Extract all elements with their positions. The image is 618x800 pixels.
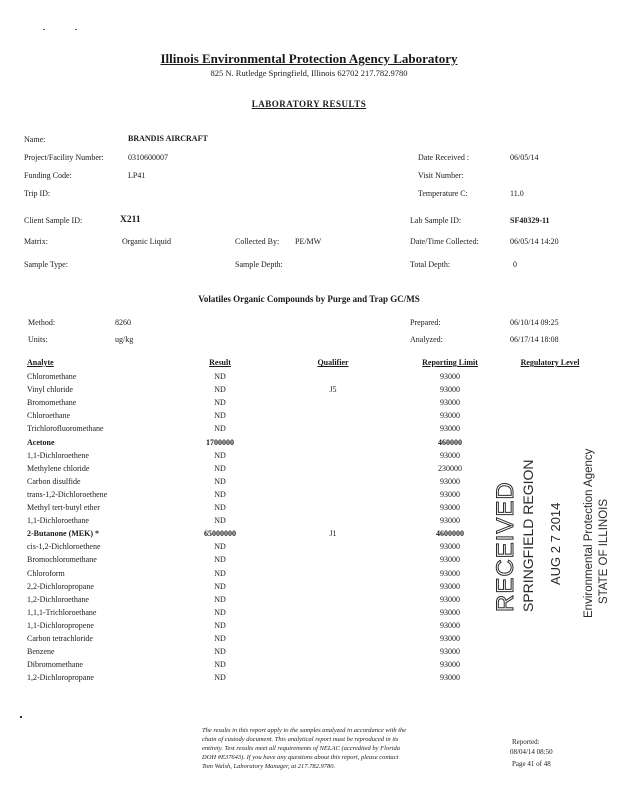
analyte-cell: Dibromomethane: [27, 660, 83, 670]
reporting-limit-cell: 93000: [440, 660, 460, 670]
reporting-limit-cell: 4600000: [436, 529, 464, 539]
reporting-limit-cell: 93000: [440, 634, 460, 643]
result-cell: ND: [214, 411, 226, 421]
table-row: [0, 673, 618, 686]
analyte-cell: Acetone: [27, 437, 55, 447]
matrix-value: Organic Liquid: [122, 237, 171, 246]
analyte-cell: Methyl tert-butyl ether: [27, 503, 100, 512]
analyte-cell: 1,1-Dichloroethene: [27, 450, 89, 460]
result-cell: ND: [214, 555, 226, 565]
footer-line-3: entirety. Test results meet all requirements of NELAC (accredited by Florida: [202, 745, 401, 752]
result-cell: ND: [214, 607, 226, 617]
col-header-analyte: Analyte: [27, 358, 54, 367]
col-header-regulatory-level: Regulatory Level: [520, 358, 580, 367]
table-row: [0, 647, 618, 660]
collected-by-value: PE/MW: [295, 237, 322, 246]
table-row: [0, 411, 618, 424]
analyte-cell: Chloromethane: [27, 372, 77, 381]
reporting-limit-cell: 93000: [440, 673, 460, 683]
analyte-cell: Methylene chloride: [27, 463, 90, 473]
funding-value: LP41: [128, 171, 146, 180]
reporting-limit-cell: 93000: [440, 476, 460, 486]
total-depth-label: Total Depth:: [410, 260, 451, 269]
reported-value: 08/04/14 08:50: [510, 748, 553, 756]
result-cell: ND: [214, 568, 226, 578]
reporting-limit-cell: 93000: [440, 594, 460, 604]
qualifier-cell: J1: [329, 529, 337, 539]
result-cell: ND: [214, 463, 226, 473]
reporting-limit-cell: 93000: [440, 411, 460, 421]
reporting-limit-cell: 93000: [440, 424, 460, 434]
reporting-limit-cell: 93000: [440, 620, 460, 630]
reporting-limit-cell: 93000: [440, 372, 460, 381]
date-received-label: Date Received :: [418, 153, 470, 162]
lab-title: Illinois Environmental Protection Agency Laboratory: [160, 51, 458, 66]
result-cell: ND: [214, 660, 226, 670]
analyte-cell: Carbon tetrachloride: [27, 634, 93, 643]
collected-by-label: Collected By:: [235, 237, 280, 246]
stamp-agency: Environmental Protection Agency: [583, 448, 595, 618]
stamp-state: STATE OF ILLINOIS: [598, 498, 610, 604]
table-row: [0, 438, 618, 451]
analyte-cell: 1,1-Dichloroethane: [27, 516, 89, 526]
table-row: [0, 424, 618, 437]
analyte-cell: Bromomethane: [27, 398, 77, 408]
col-header-qualifier: Qualifier: [317, 358, 349, 367]
reporting-limit-cell: 93000: [440, 503, 460, 512]
col-header-result: Result: [209, 358, 231, 367]
temperature-label: Temperature C:: [418, 189, 468, 198]
analyte-cell: 1,1-Dichloropropene: [27, 620, 94, 630]
analyte-cell: Carbon disulfide: [27, 476, 81, 486]
result-cell: ND: [214, 516, 226, 526]
result-cell: ND: [214, 385, 226, 395]
name-label: Name:: [24, 135, 46, 144]
reporting-limit-cell: 93000: [440, 398, 460, 408]
analyte-cell: trans-1,2-Dichloroethene: [27, 489, 108, 499]
table-row: [0, 385, 618, 398]
units-value: ug/kg: [115, 335, 134, 344]
analyte-cell: 1,2-Dichloroethane: [27, 594, 89, 604]
result-cell: 65000000: [204, 529, 236, 539]
analyte-cell: Chloroethane: [27, 411, 71, 421]
matrix-label: Matrix:: [24, 237, 48, 246]
analyzed-value: 06/17/14 18:08: [510, 335, 559, 344]
method-value: 8260: [115, 318, 131, 327]
date-collected-label: Date/Time Collected:: [410, 237, 479, 246]
table-row: [0, 372, 618, 385]
analyte-cell: 2-Butanone (MEK) *: [27, 529, 99, 539]
funding-label: Funding Code:: [24, 171, 72, 180]
client-sample-label: Client Sample ID:: [24, 216, 83, 225]
project-label: Project/Facility Number:: [24, 153, 104, 162]
scan-mark: [75, 29, 77, 30]
sample-type-label: Sample Type:: [24, 260, 68, 269]
reporting-limit-cell: 93000: [440, 647, 460, 657]
stamp-received: RECEIVED: [492, 481, 519, 612]
result-cell: ND: [214, 647, 226, 657]
reporting-limit-cell: 93000: [440, 581, 460, 591]
reporting-limit-cell: 93000: [440, 568, 460, 578]
scan-mark: [43, 29, 45, 30]
reporting-limit-cell: 93000: [440, 489, 460, 499]
section-title: Volatiles Organic Compounds by Purge and Trap GC/MS: [198, 294, 420, 304]
visit-label: Visit Number:: [418, 171, 464, 180]
result-cell: ND: [214, 398, 226, 408]
result-cell: ND: [214, 673, 226, 683]
lab-sample-label: Lab Sample ID:: [410, 216, 462, 225]
analyte-cell: Vinyl chloride: [27, 385, 73, 395]
stamp-date: AUG 2 7 2014: [548, 502, 563, 585]
footer-line-2: chain of custody document. This analytical report must be reproduced in its: [202, 736, 399, 743]
analyte-cell: Trichlorofluoromethane: [27, 424, 104, 434]
table-row: [0, 621, 618, 634]
result-cell: ND: [214, 450, 226, 460]
table-row: [0, 398, 618, 411]
reporting-limit-cell: 93000: [440, 607, 460, 617]
lab-address: 825 N. Rutledge Springfield, Illinois 62702 217.782.9780: [210, 68, 408, 78]
sample-depth-label: Sample Depth:: [235, 260, 283, 269]
result-cell: ND: [214, 594, 226, 604]
result-cell: ND: [214, 581, 226, 591]
project-value: 0310600007: [128, 153, 168, 162]
trip-label: Trip ID:: [24, 189, 51, 198]
stamp-region: SPRINGFIELD REGION: [520, 459, 536, 612]
result-cell: ND: [214, 634, 226, 643]
date-received-value: 06/05/14: [510, 153, 539, 162]
date-collected-value: 06/05/14 14:20: [510, 237, 559, 246]
name-value: BRANDIS AIRCRAFT: [128, 134, 208, 143]
result-cell: ND: [214, 489, 226, 499]
scan-mark: [20, 716, 22, 718]
prepared-label: Prepared:: [410, 318, 441, 327]
reporting-limit-cell: 230000: [438, 463, 462, 473]
client-sample-value: X211: [120, 215, 141, 225]
reported-label: Reported:: [512, 738, 540, 746]
result-cell: ND: [214, 372, 226, 381]
temperature-value: 11.0: [510, 189, 524, 198]
result-cell: ND: [214, 542, 226, 552]
reporting-limit-cell: 460000: [438, 437, 462, 447]
total-depth-value: 0: [513, 260, 517, 269]
lab-sample-value: SF40329-11: [510, 216, 550, 225]
result-cell: 1700000: [206, 437, 234, 447]
analyte-cell: Bromochloromethane: [27, 555, 97, 565]
analyte-cell: Chloroform: [27, 568, 65, 578]
footer-line-5: Tom Walsh, Laboratory Manager, at 217.782.9780.: [202, 763, 336, 770]
footer-disclaimer: [202, 726, 406, 771]
reporting-limit-cell: 93000: [440, 555, 460, 565]
result-cell: ND: [214, 476, 226, 486]
result-cell: ND: [214, 503, 226, 512]
footer-line-4: DOH #E37643). If you have any questions about this report, please contact: [202, 754, 399, 761]
analyte-cell: cis-1,2-Dichloroethene: [27, 542, 101, 552]
reporting-limit-cell: 93000: [440, 516, 460, 526]
analyte-cell: Benzene: [27, 647, 55, 657]
method-label: Method:: [28, 318, 56, 327]
reporting-limit-cell: 93000: [440, 385, 460, 395]
result-cell: ND: [214, 424, 226, 434]
col-header-reporting-limit: Reporting Limit: [422, 358, 478, 367]
result-cell: ND: [214, 620, 226, 630]
analyte-cell: 1,1,1-Trichloroethane: [27, 607, 97, 617]
table-row: [0, 660, 618, 673]
qualifier-cell: J5: [329, 385, 337, 395]
analyzed-label: Analyzed:: [410, 335, 443, 344]
reporting-limit-cell: 93000: [440, 450, 460, 460]
page-number: Page 41 of 48: [512, 760, 551, 768]
units-label: Units:: [28, 335, 48, 344]
footer-line-1: The results in this report apply to the samples analyzed in accordance with the: [202, 727, 407, 734]
table-row: [0, 634, 618, 647]
analyte-cell: 2,2-Dichloropropane: [27, 581, 94, 591]
reporting-limit-cell: 93000: [440, 542, 460, 552]
analyte-cell: 1,2-Dichloropropane: [27, 673, 94, 683]
prepared-value: 06/10/14 09:25: [510, 318, 559, 327]
report-title: LABORATORY RESULTS: [251, 99, 367, 109]
